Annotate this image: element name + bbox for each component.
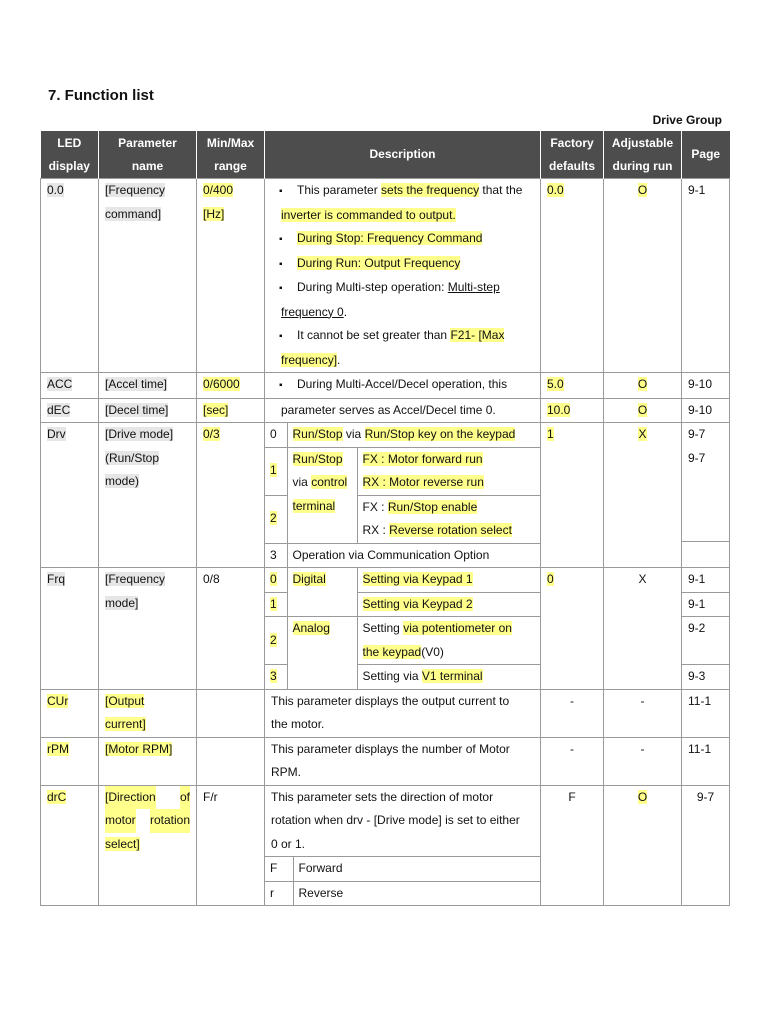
led-cell: CUr (41, 689, 99, 737)
table-header (41, 131, 730, 179)
header-factory: Factory defaults (541, 131, 604, 179)
range-cell: 0/3 (197, 423, 265, 568)
factory-cell: - (541, 737, 604, 785)
factory-cell: 5.0 (541, 373, 604, 399)
table-row (41, 689, 730, 737)
range-cell: 0/6000 (197, 373, 265, 399)
option-type: Digital (287, 568, 357, 617)
page-cell: 9-10 (682, 373, 730, 399)
range-cell: F/r (197, 785, 265, 906)
factory-cell: 0.0 (541, 179, 604, 373)
option-text: Operation via Communication Option (287, 543, 540, 567)
option-text: Setting via Keypad 1 (357, 568, 540, 592)
description-cell: This parameter displays the output current to the motor. (265, 689, 541, 737)
range-cell: 0/400 [Hz] (197, 179, 265, 373)
adjustable-cell: O (604, 373, 682, 399)
range-cell (197, 737, 265, 785)
option-number: 2 (265, 617, 287, 665)
page-title: 7. Function list (48, 87, 154, 104)
drive-mode-options (265, 423, 540, 567)
led-cell: Drv (41, 423, 99, 568)
table-row (41, 398, 730, 423)
adjustable-cell: O (604, 179, 682, 373)
led-cell: drC (41, 785, 99, 906)
description-cell: This parameter displays the number of Motor RPM. (265, 737, 541, 785)
option-number: 1 (265, 592, 287, 617)
param-cell: [Accel time] (99, 373, 197, 399)
param-cell: [Drive mode] (Run/Stop mode) (99, 423, 197, 568)
param-cell: [Frequency command] (99, 179, 197, 373)
option-text: Setting via Keypad 2 (357, 592, 540, 617)
led-cell: ACC (41, 373, 99, 399)
table-row (41, 785, 730, 906)
option-text: Forward (293, 857, 540, 882)
header-description: Description (265, 131, 541, 179)
page-cell: 11-1 (682, 737, 730, 785)
description-cell: ▪ This parameter sets the frequency that the inverter is commanded to output. ▪ During Stop: Frequency Command ▪ During Run: Output Frequency ▪ During Multi-step operation: Multi-step frequency 0. ▪ It cannot be set greater than F21- [Max frequency]. (265, 179, 541, 373)
param-cell: [Motor RPM] (99, 737, 197, 785)
adjustable-cell: - (604, 689, 682, 737)
option-key: F (265, 857, 293, 882)
description-cell (265, 568, 541, 690)
factory-cell: F (541, 785, 604, 906)
table-row (41, 373, 730, 399)
option-number: 0 (265, 423, 287, 447)
description-cell: parameter serves as Accel/Decel time 0. (265, 398, 541, 423)
adjustable-cell: O (604, 398, 682, 423)
page-cell: 9-7 (682, 785, 730, 906)
led-cell: rPM (41, 737, 99, 785)
page-cell: 9-10 (682, 398, 730, 423)
param-cell: [Output current] (99, 689, 197, 737)
option-text: Reverse (293, 881, 540, 905)
param-cell: [Frequency mode] (99, 568, 197, 690)
factory-cell: 10.0 (541, 398, 604, 423)
description-cell: This parameter sets the direction of motor rotation when drv - [Drive mode] is set to either 0 or 1. F Forward r Reverse (265, 785, 541, 906)
option-type: Run/Stop via control terminal (287, 447, 357, 543)
option-number: 3 (265, 543, 287, 567)
adjustable-cell: X (604, 423, 682, 568)
option-key: r (265, 881, 293, 905)
option-number: 0 (265, 568, 287, 592)
header-page: Page (682, 131, 730, 179)
param-cell: [Direction of motor rotation select] (99, 785, 197, 906)
table-row (41, 423, 730, 568)
adjustable-cell: X (604, 568, 682, 690)
function-table (40, 131, 730, 906)
description-cell (265, 423, 541, 568)
led-cell: Frq (41, 568, 99, 690)
led-cell: dEC (41, 398, 99, 423)
factory-cell: 1 (541, 423, 604, 568)
option-text: Run/Stop via Run/Stop key on the keypad (287, 423, 540, 447)
direction-options (265, 856, 540, 905)
option-text: FX : Motor forward run RX : Motor reverse run (357, 447, 540, 495)
factory-cell: - (541, 689, 604, 737)
header-parameter: Parameter name (99, 131, 197, 179)
param-cell: [Decel time] (99, 398, 197, 423)
table-row (41, 179, 730, 373)
frequency-mode-options (265, 568, 540, 689)
option-type: Analog (287, 617, 357, 689)
adjustable-cell: - (604, 737, 682, 785)
adjustable-cell: O (604, 785, 682, 906)
factory-cell: 0 (541, 568, 604, 690)
header-led: LED display (41, 131, 99, 179)
header-adjustable: Adjustable during run (604, 131, 682, 179)
page-cell: 9-7 9-7 (682, 423, 730, 568)
page-cell: 9-1 9-1 9-2 9-3 (682, 568, 730, 690)
option-number: 1 (265, 447, 287, 495)
led-cell: 0.0 (41, 179, 99, 373)
group-label: Drive Group (652, 113, 722, 127)
option-number: 3 (265, 665, 287, 689)
range-cell: 0/8 (197, 568, 265, 690)
range-cell (197, 689, 265, 737)
table-row (41, 568, 730, 690)
option-text: FX : Run/Stop enable RX : Reverse rotation select (357, 495, 540, 543)
option-text: Setting via potentiometer on the keypad(V0) (357, 617, 540, 665)
option-text: Setting via V1 terminal (357, 665, 540, 689)
option-number: 2 (265, 495, 287, 543)
header-minmax: Min/Max range (197, 131, 265, 179)
page-cell: 9-1 (682, 179, 730, 373)
description-cell: ▪ During Multi-Accel/Decel operation, this (265, 373, 541, 399)
table-row (41, 737, 730, 785)
range-cell: [sec] (197, 398, 265, 423)
page-cell: 11-1 (682, 689, 730, 737)
